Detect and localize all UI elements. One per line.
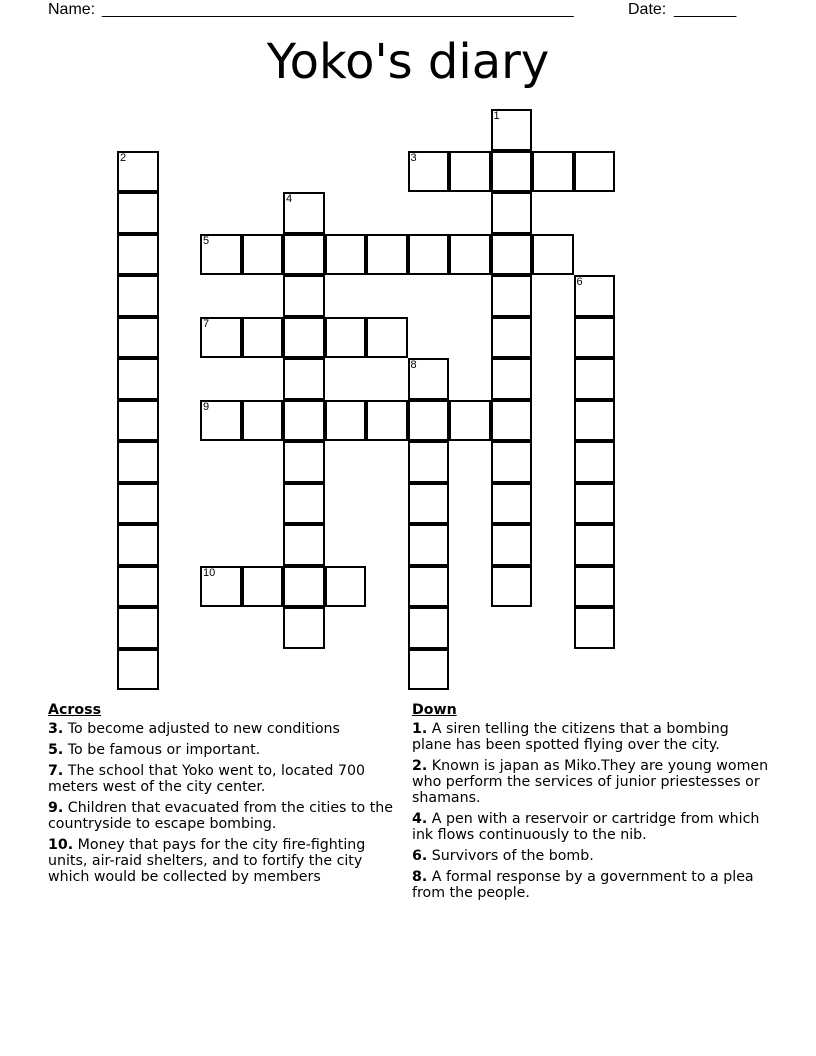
- grid-cell[interactable]: [283, 275, 325, 317]
- clue-across-9: [48, 800, 404, 832]
- grid-cell[interactable]: [408, 524, 450, 566]
- down-heading: Down: [412, 702, 457, 718]
- across-heading: Across: [48, 702, 102, 718]
- clue-text: A pen with a reservoir or cartridge from which ink flows continuously to the nib.: [412, 811, 760, 843]
- grid-cell[interactable]: [325, 566, 367, 608]
- cell-number: 10: [203, 566, 216, 579]
- clue-number: 10.: [48, 837, 74, 853]
- grid-cell[interactable]: [491, 358, 533, 400]
- grid-cell[interactable]: [366, 317, 408, 359]
- clue-text: Children that evacuated from the cities to the countryside to escape bombing.: [48, 800, 393, 832]
- grid-cell[interactable]: [242, 400, 284, 442]
- cell-number: 3: [410, 151, 417, 164]
- clue-number: 9.: [48, 800, 64, 816]
- clue-across-7: [48, 763, 404, 795]
- grid-cell[interactable]: [283, 358, 325, 400]
- grid-cell[interactable]: [117, 524, 159, 566]
- grid-cell[interactable]: [283, 524, 325, 566]
- grid-cell[interactable]: [325, 317, 367, 359]
- grid-cell[interactable]: [574, 358, 616, 400]
- clue-number: 1.: [412, 721, 428, 737]
- grid-cell[interactable]: [117, 649, 159, 691]
- grid-cell[interactable]: [491, 275, 533, 317]
- grid-cell[interactable]: [283, 441, 325, 483]
- clue-text: A formal response by a government to a plea from the people.: [412, 869, 754, 901]
- grid-cell[interactable]: [491, 234, 533, 276]
- cell-number: 9: [203, 400, 210, 413]
- grid-cell[interactable]: [283, 483, 325, 525]
- cell-number: 7: [203, 317, 210, 330]
- grid-cell[interactable]: [117, 358, 159, 400]
- clue-down-1: [412, 721, 772, 753]
- grid-cell[interactable]: [117, 441, 159, 483]
- clue-text: To become adjusted to new conditions: [67, 721, 340, 737]
- grid-cell[interactable]: [491, 441, 533, 483]
- name-line[interactable]: _____________________________________________________: [102, 1, 574, 18]
- grid-cell[interactable]: [283, 607, 325, 649]
- clue-across-3: [48, 721, 404, 737]
- grid-cell[interactable]: [449, 400, 491, 442]
- grid-cell[interactable]: [117, 566, 159, 608]
- cell-number: 2: [120, 151, 127, 164]
- grid-cell[interactable]: [408, 566, 450, 608]
- clue-text: Known is japan as Miko.They are young women who perform the services of junior priestesses or shamans.: [412, 758, 769, 806]
- grid-cell[interactable]: [117, 483, 159, 525]
- grid-cell[interactable]: [117, 275, 159, 317]
- cell-number: 8: [410, 359, 417, 371]
- cell-number: 1: [493, 110, 500, 122]
- grid-cell[interactable]: [117, 151, 159, 193]
- grid-cell[interactable]: [242, 317, 284, 359]
- across-clues: [48, 702, 404, 890]
- clue-number: 3.: [48, 721, 64, 737]
- grid-cell[interactable]: [491, 109, 533, 151]
- grid-cell[interactable]: [491, 400, 533, 442]
- clue-down-6: [412, 848, 772, 864]
- grid-cell[interactable]: [408, 358, 450, 400]
- clue-text: Survivors of the bomb.: [431, 848, 594, 864]
- clue-number: 7.: [48, 763, 64, 779]
- grid-cell[interactable]: [366, 400, 408, 442]
- grid-cell[interactable]: [408, 234, 450, 276]
- grid-cell[interactable]: [491, 524, 533, 566]
- grid-cell[interactable]: [491, 483, 533, 525]
- cell-number: 6: [576, 276, 583, 288]
- clue-down-2: [412, 758, 772, 806]
- clue-text: A siren telling the citizens that a bombing plane has been spotted flying over the city.: [412, 721, 729, 753]
- page-title: Yoko's diary: [266, 34, 550, 90]
- grid-cell[interactable]: [574, 275, 616, 317]
- grid-cell[interactable]: [408, 649, 450, 691]
- clue-across-5: [48, 742, 404, 758]
- clue-number: 8.: [412, 869, 428, 885]
- grid-cell[interactable]: [283, 234, 325, 276]
- clue-down-4: [412, 811, 772, 843]
- cell-number: 4: [286, 193, 293, 205]
- clue-number: 6.: [412, 848, 428, 864]
- grid-cell[interactable]: [242, 566, 284, 608]
- grid-cell[interactable]: [408, 483, 450, 525]
- grid-cell[interactable]: [449, 234, 491, 276]
- grid-cell[interactable]: [449, 151, 491, 193]
- grid-cell[interactable]: [283, 400, 325, 442]
- grid-cell[interactable]: [574, 566, 616, 608]
- grid-cell[interactable]: [574, 524, 616, 566]
- grid-cell[interactable]: [283, 317, 325, 359]
- grid-cell[interactable]: [491, 317, 533, 359]
- clue-number: 4.: [412, 811, 428, 827]
- grid-cell[interactable]: [532, 151, 574, 193]
- grid-cell[interactable]: [200, 566, 242, 608]
- clue-down-8: [412, 869, 772, 901]
- clue-text: The school that Yoko went to, located 700 meters west of the city center.: [48, 763, 366, 795]
- grid-cell[interactable]: [574, 441, 616, 483]
- grid-cell[interactable]: [200, 400, 242, 442]
- grid-cell[interactable]: [574, 607, 616, 649]
- grid-cell[interactable]: [408, 607, 450, 649]
- grid-cell[interactable]: [117, 192, 159, 234]
- clue-number: 2.: [412, 758, 428, 774]
- grid-cell[interactable]: [574, 483, 616, 525]
- grid-cell[interactable]: [117, 400, 159, 442]
- grid-cell[interactable]: [408, 441, 450, 483]
- grid-cell[interactable]: [574, 151, 616, 193]
- date-label: Date:: [628, 1, 667, 18]
- grid-cell[interactable]: [200, 317, 242, 359]
- grid-cell[interactable]: [117, 607, 159, 649]
- grid-cell[interactable]: [408, 151, 450, 193]
- grid-cell[interactable]: [200, 234, 242, 276]
- name-label: Name:: [48, 1, 96, 18]
- grid-cell[interactable]: [408, 400, 450, 442]
- down-clues: [412, 702, 772, 906]
- grid-cell[interactable]: [117, 317, 159, 359]
- grid-cell[interactable]: [117, 234, 159, 276]
- grid-cell[interactable]: [366, 234, 408, 276]
- grid-cell[interactable]: [574, 400, 616, 442]
- grid-cell[interactable]: [242, 234, 284, 276]
- grid-cell[interactable]: [532, 234, 574, 276]
- cell-number: 5: [203, 234, 210, 247]
- grid-cell[interactable]: [491, 566, 533, 608]
- grid-cell[interactable]: [325, 400, 367, 442]
- clue-across-10: [48, 837, 404, 885]
- clue-text: To be famous or important.: [67, 742, 261, 758]
- grid-cell[interactable]: [491, 192, 533, 234]
- grid-cell[interactable]: [325, 234, 367, 276]
- grid-cell[interactable]: [283, 566, 325, 608]
- grid-cell[interactable]: [491, 151, 533, 193]
- grid-cell[interactable]: [574, 317, 616, 359]
- date-line[interactable]: _______: [674, 1, 737, 18]
- clue-number: 5.: [48, 742, 64, 758]
- grid-cell[interactable]: [283, 192, 325, 234]
- clue-text: Money that pays for the city fire-fighting units, air-raid shelters, and to fortify the city which would be collected by members: [48, 837, 366, 885]
